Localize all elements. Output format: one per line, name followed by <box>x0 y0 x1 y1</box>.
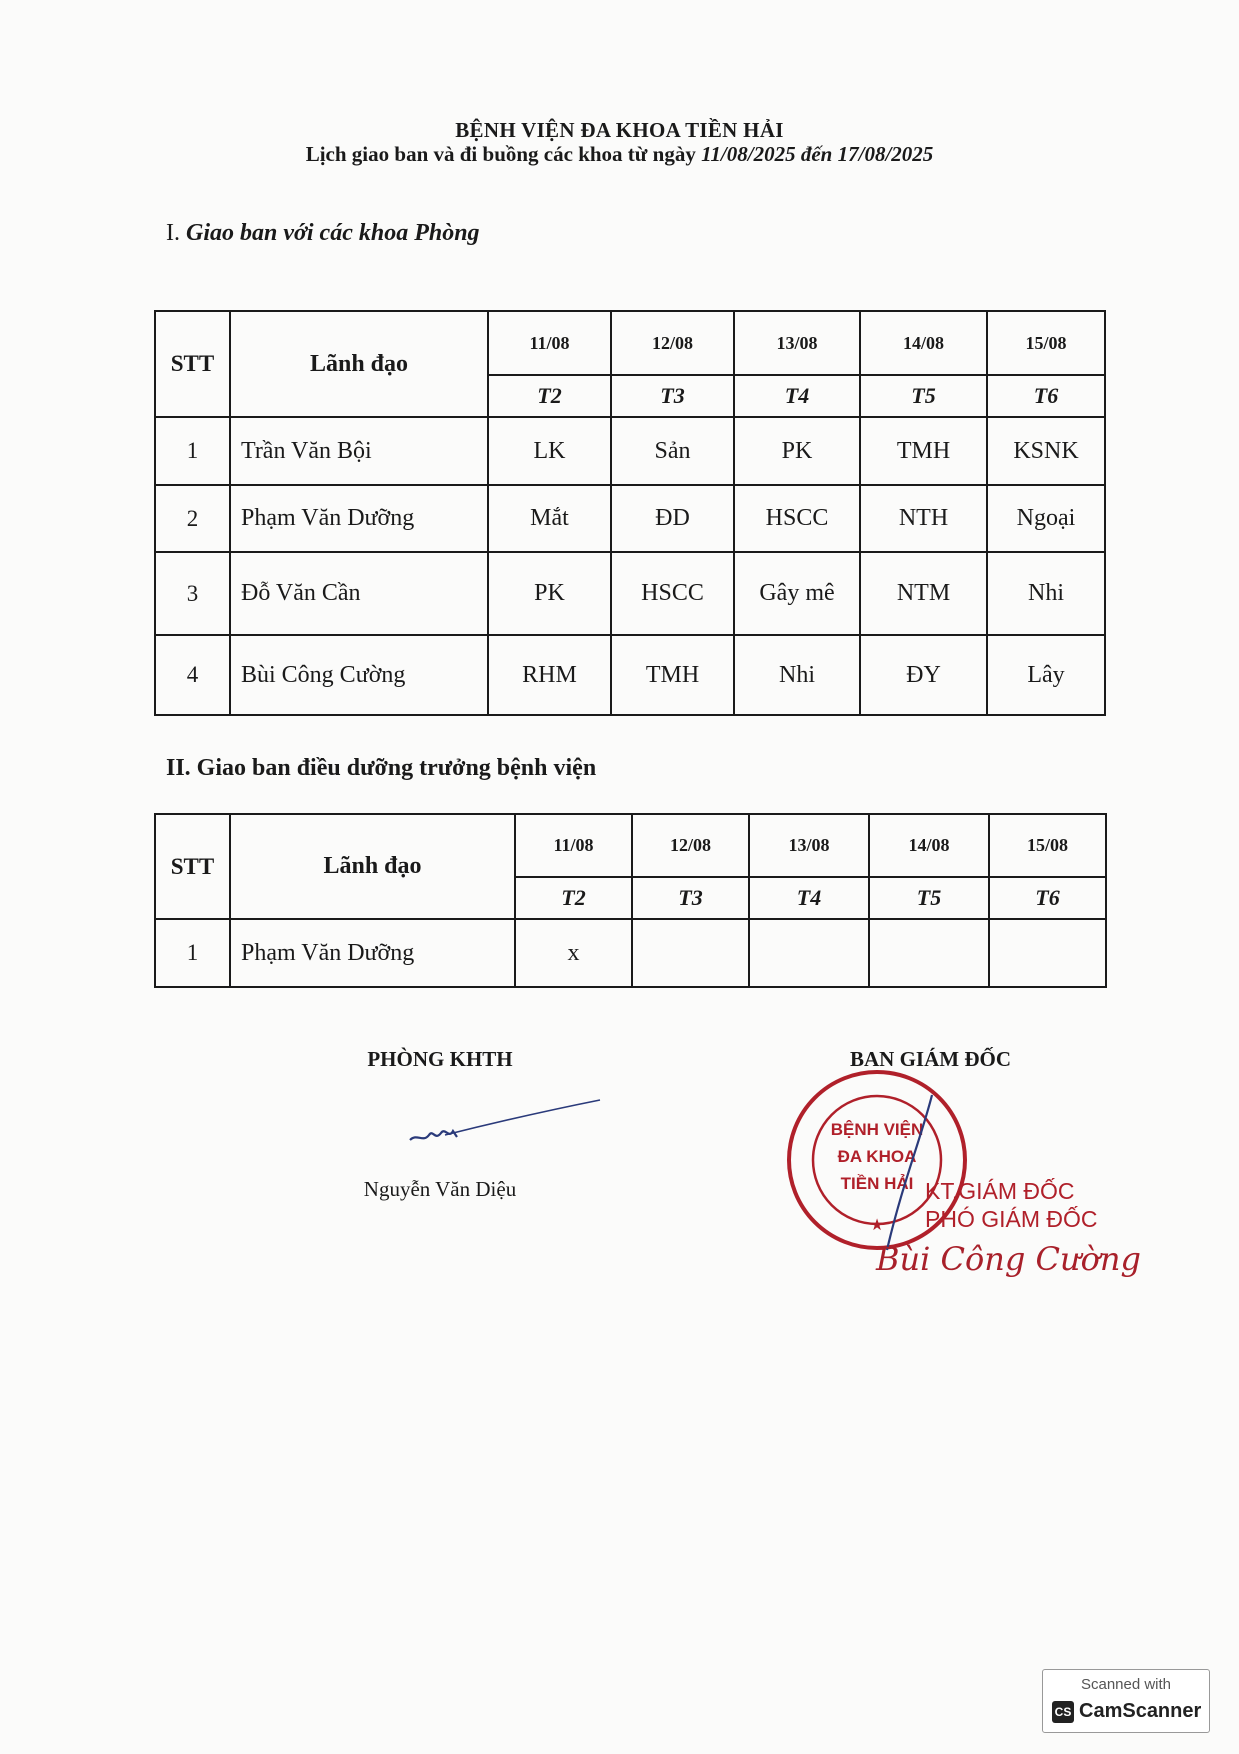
schedule-cell: Gây mê <box>734 552 860 635</box>
schedule-cell: Nhi <box>987 552 1105 635</box>
signer-name-right: Bùi Công Cường <box>876 1240 1141 1278</box>
row-number: 3 <box>155 552 230 635</box>
row-number: 1 <box>155 417 230 485</box>
board-title: BAN GIÁM ĐỐC <box>850 1047 1011 1071</box>
weekday-header: T6 <box>989 877 1106 919</box>
date-header: 14/08 <box>860 311 987 375</box>
schedule-table-departments <box>154 310 1106 716</box>
weekday-header: T3 <box>632 877 749 919</box>
camscanner-badge <box>1042 1669 1210 1733</box>
table-row <box>155 635 1105 715</box>
schedule-cell: LK <box>488 417 611 485</box>
date-header: 15/08 <box>989 814 1106 877</box>
schedule-cell: Sản <box>611 417 734 485</box>
leader-name: Phạm Văn Dưỡng <box>230 485 488 552</box>
schedule-cell: HSCC <box>611 552 734 635</box>
leader-header: Lãnh đạo <box>230 814 515 919</box>
handwritten-signature-icon <box>405 1095 605 1150</box>
date-header: 13/08 <box>749 814 869 877</box>
schedule-cell: x <box>515 919 632 987</box>
leader-name: Phạm Văn Dưỡng <box>230 919 515 987</box>
camscanner-logo-icon: CS <box>1052 1701 1074 1723</box>
stamp-star-icon: ★ <box>869 1217 885 1234</box>
leader-header: Lãnh đạo <box>230 311 488 417</box>
hospital-name: BỆNH VIỆN ĐA KHOA TIỀN HẢI <box>455 118 784 142</box>
date-header: 14/08 <box>869 814 989 877</box>
schedule-cell: NTM <box>860 552 987 635</box>
schedule-cell: TMH <box>611 635 734 715</box>
stamp-line: ĐA KHOA <box>837 1147 917 1166</box>
table-row <box>155 919 1106 987</box>
table-row <box>155 552 1105 635</box>
date-header: 12/08 <box>611 311 734 375</box>
stamp-line: TIỀN HẢI <box>840 1174 914 1193</box>
schedule-subtitle <box>0 142 1239 167</box>
schedule-cell: TMH <box>860 417 987 485</box>
table-row <box>155 485 1105 552</box>
date-header: 15/08 <box>987 311 1105 375</box>
signer-role-line2: PHÓ GIÁM ĐỐC <box>925 1206 1098 1232</box>
badge-caption: Scanned with <box>1080 1676 1172 1693</box>
schedule-cell: ĐY <box>860 635 987 715</box>
row-number: 1 <box>155 919 230 987</box>
schedule-cell <box>749 919 869 987</box>
schedule-cell <box>869 919 989 987</box>
table-row <box>155 417 1105 485</box>
row-number: 4 <box>155 635 230 715</box>
schedule-cell: PK <box>734 417 860 485</box>
schedule-cell: Mắt <box>488 485 611 552</box>
schedule-cell: RHM <box>488 635 611 715</box>
date-header: 13/08 <box>734 311 860 375</box>
weekday-header: T5 <box>869 877 989 919</box>
stt-header: STT <box>155 814 230 919</box>
section-1-title: Giao ban với các khoa Phòng <box>186 220 480 246</box>
section-1-heading <box>166 220 480 247</box>
date-header: 11/08 <box>488 311 611 375</box>
weekday-header: T2 <box>515 877 632 919</box>
date-header: 12/08 <box>632 814 749 877</box>
schedule-cell: ĐD <box>611 485 734 552</box>
department-title: PHÒNG KHTH <box>367 1047 513 1071</box>
weekday-header: T2 <box>488 375 611 417</box>
schedule-table-nursing <box>154 813 1107 988</box>
stamp-line: BỆNH VIỆN <box>830 1120 924 1139</box>
schedule-cell <box>989 919 1106 987</box>
date-header: 11/08 <box>515 814 632 877</box>
schedule-cell: HSCC <box>734 485 860 552</box>
weekday-header: T5 <box>860 375 987 417</box>
leader-name: Trần Văn Bội <box>230 417 488 485</box>
schedule-cell <box>632 919 749 987</box>
section-1-numeral: I. <box>166 220 186 246</box>
weekday-header: T3 <box>611 375 734 417</box>
stt-header: STT <box>155 311 230 417</box>
signer-name-left: Nguyễn Văn Diệu <box>363 1177 517 1201</box>
subtitle-date-range: 11/08/2025 đến 17/08/2025 <box>701 142 934 166</box>
section-2-heading: II. Giao ban điều dưỡng trưởng bệnh viện <box>166 755 597 781</box>
weekday-header: T6 <box>987 375 1105 417</box>
badge-brand: CamScanner <box>1079 1700 1202 1722</box>
schedule-cell: Nhi <box>734 635 860 715</box>
leader-name: Bùi Công Cường <box>230 635 488 715</box>
subtitle-prefix: Lịch giao ban và đi buồng các khoa từ ngày <box>305 142 702 166</box>
weekday-header: T4 <box>749 877 869 919</box>
weekday-header: T4 <box>734 375 860 417</box>
schedule-cell: Ngoại <box>987 485 1105 552</box>
schedule-cell: NTH <box>860 485 987 552</box>
schedule-cell: PK <box>488 552 611 635</box>
signer-role-line1: KT.GIÁM ĐỐC <box>925 1178 1075 1204</box>
schedule-cell: Lây <box>987 635 1105 715</box>
row-number: 2 <box>155 485 230 552</box>
leader-name: Đỗ Văn Cần <box>230 552 488 635</box>
schedule-cell: KSNK <box>987 417 1105 485</box>
